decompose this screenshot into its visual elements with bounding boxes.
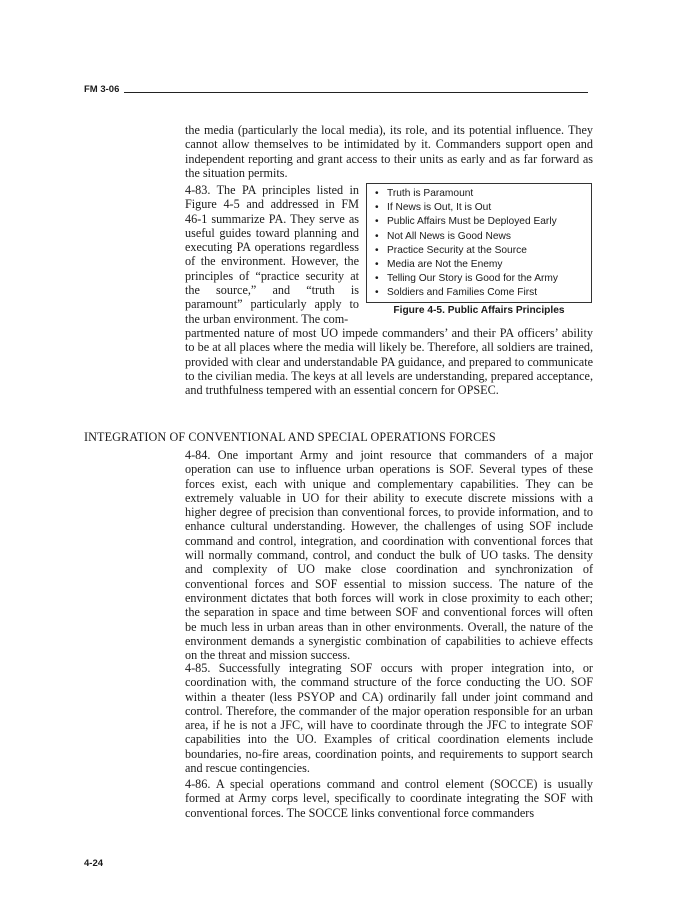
list-item: • Telling Our Story is Good for the Army bbox=[373, 272, 591, 286]
manual-id: FM 3-06 bbox=[84, 84, 120, 95]
paragraph-4-83-part1: 4-83. The PA principles listed in Figure 4-5 and addressed in FM 46-1 summarize PA. They serve as useful guides toward planning and executing PA operations regardless of the environment. However, the principles of “practice security at the source,” and “truth is paramount” particularly apply to the urban environment. The com- bbox=[185, 183, 359, 326]
list-item: • If News is Out, It is Out bbox=[373, 201, 591, 215]
principles-list bbox=[373, 187, 591, 301]
paragraph-4-85: 4-85. Successfully integrating SOF occurs with proper integration into, or coordination with, the command structure of the force conducting the UO. SOF within a theater (less PSYOP and CA) ordinarily fall under joint command and control. Therefore, the commander of the major operation responsible for an urban area, if he is not a JFC, will have to coordinate through the JFC to integrate SOF capabilities into the UO. Examples of critical coordination elements include boundaries, no-fire areas, coordination points, and requirements to support search and rescue contingencies. bbox=[185, 661, 593, 776]
list-item: • Media are Not the Enemy bbox=[373, 258, 591, 272]
list-item: • Truth is Paramount bbox=[373, 187, 591, 201]
paragraph-4-86: 4-86. A special operations command and control element (SOCCE) is usually formed at Army corps level, specifically to coordinate integrating the SOF with conventional forces. The SOCCE links conventional force commanders bbox=[185, 777, 593, 820]
list-item: • Not All News is Good News bbox=[373, 230, 591, 244]
list-item: • Public Affairs Must be Deployed Early bbox=[373, 215, 591, 229]
figure-4-5-box bbox=[366, 183, 592, 303]
paragraph-4-84: 4-84. One important Army and joint resource that commanders of a major operation can use to influence urban operations is SOF. Several types of these forces exist, each with unique and complementary capabilities. They can be extremely valuable in UO for their ability to execute discrete missions with a higher degree of precision than conventional forces, to provide information, and to enhance cultural understanding. However, the challenges of using SOF include command and control, integration, and coordination with conventional forces that will normally command, control, and conduct the bulk of UO tasks. The density and complexity of UO make close coordination and synchronization of conventional forces and SOF essential to mission success. The nature of the environment dictates that both forces will work in close proximity to each other; the separation in space and time between SOF and conventional forces will often be much less in urban areas than in other environments. Overall, the nature of the environment demands a synergistic combination of capabilities to achieve effects on the threat and mission success. bbox=[185, 448, 593, 663]
figure-caption: Figure 4-5. Public Affairs Principles bbox=[393, 305, 565, 316]
list-item: • Practice Security at the Source bbox=[373, 244, 591, 258]
page-number: 4-24 bbox=[84, 858, 104, 869]
intro-paragraph: the media (particularly the local media), its role, and its potential influence. They cannot allow themselves to be intimidated by it. Commanders support open and independent reporting and grant access to their units as early and as far forward as the situation permits. bbox=[185, 123, 593, 180]
section-heading: INTEGRATION OF CONVENTIONAL AND SPECIAL OPERATIONS FORCES bbox=[84, 430, 496, 444]
list-item: • Soldiers and Families Come First bbox=[373, 286, 591, 300]
running-header bbox=[84, 84, 588, 95]
header-rule bbox=[124, 91, 588, 93]
paragraph-4-83-part2: partmented nature of most UO impede commanders’ and their PA officers’ ability to be at all places where the media will likely be. Therefore, all soldiers are trained, provided with clear and understandable PA guidance, and prepared to communicate to the civilian media. The keys at all levels are understanding, prepared acceptance, and truthfulness tempered with an essential concern for OPSEC. bbox=[185, 326, 593, 398]
